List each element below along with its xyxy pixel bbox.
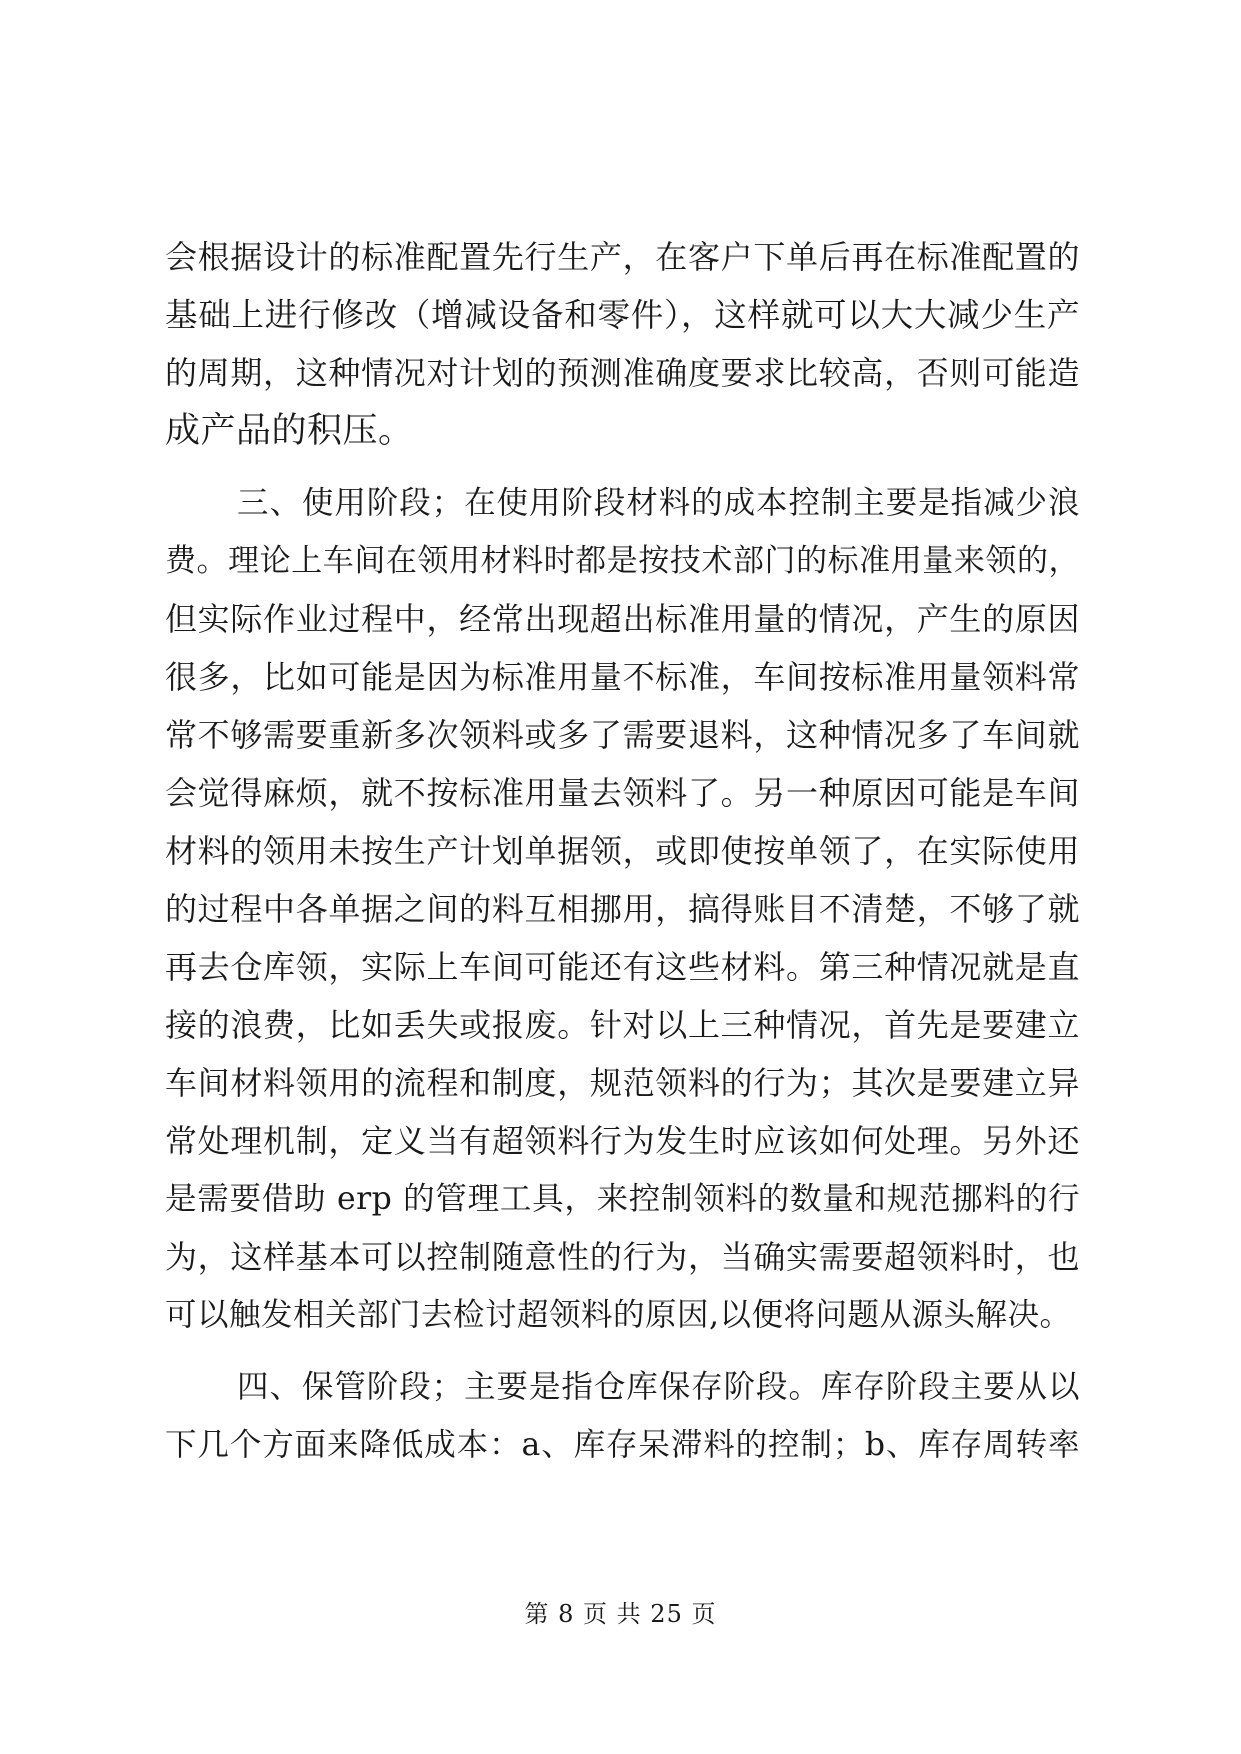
document-body [165, 228, 1080, 1474]
text-line: 很多，比如可能是因为标准用量不标准，车间按标准用量领料常 [165, 658, 1080, 696]
text-line: 四、保管阶段；主要是指仓库保存阶段。库存阶段主要从以 [237, 1369, 1080, 1405]
text-line: 但实际作业过程中，经常出现超出标准用量的情况，产生的原因 [165, 600, 1080, 638]
text-line: 会根据设计的标准配置先行生产，在客户下单后再在标准配置的 [165, 238, 1080, 276]
text-line: 材料的领用未按生产计划单据领，或即使按单领了，在实际使用 [165, 832, 1080, 870]
text-line: 再去仓库领，实际上车间可能还有这些材料。第三种情况就是直 [165, 948, 1080, 986]
page-number-footer: 第 8 页 共 25 页 [524, 1600, 717, 1628]
text-line: 为，这样基本可以控制随意性的行为，当确实需要超领料时，也 [165, 1238, 1080, 1276]
paragraph-1 [165, 228, 1080, 460]
text-line: 常处理机制，定义当有超领料行为发生时应该如何处理。另外还 [165, 1122, 1080, 1160]
text-line: 是需要借助 erp 的管理工具，来控制领料的数量和规范挪料的行 [165, 1181, 1080, 1217]
text-line: 成产品的积压。 [165, 411, 414, 451]
text-line: 的周期，这种情况对计划的预测准确度要求比较高，否则可能造 [165, 354, 1080, 392]
text-line: 下几个方面来降低成本：a、库存呆滞料的控制；b、库存周转率 [165, 1427, 1080, 1463]
text-line: 费。理论上车间在领用材料时都是按技术部门的标准用量来领的， [165, 543, 1080, 579]
text-line: 三、使用阶段；在使用阶段材料的成本控制主要是指减少浪 [237, 485, 1080, 521]
text-line: 会觉得麻烦，就不按标准用量去领料了。另一种原因可能是车间 [165, 774, 1080, 812]
text-line: 基础上进行修改（增减设备和零件），这样就可以大大减少生产 [165, 296, 1080, 334]
text-line: 接的浪费，比如丢失或报废。针对以上三种情况，首先是要建立 [165, 1006, 1080, 1044]
paragraph-2 [165, 474, 1080, 1344]
text-line: 常不够需要重新多次领料或多了需要退料，这种情况多了车间就 [165, 716, 1080, 754]
paragraph-3 [165, 1358, 1080, 1474]
text-line: 的过程中各单据之间的料互相挪用，搞得账目不清楚，不够了就 [165, 890, 1080, 928]
text-line: 可以触发相关部门去检讨超领料的原因,以便将问题从源头解决。 [165, 1297, 1072, 1333]
text-line: 车间材料领用的流程和制度，规范领料的行为；其次是要建立异 [165, 1064, 1080, 1102]
